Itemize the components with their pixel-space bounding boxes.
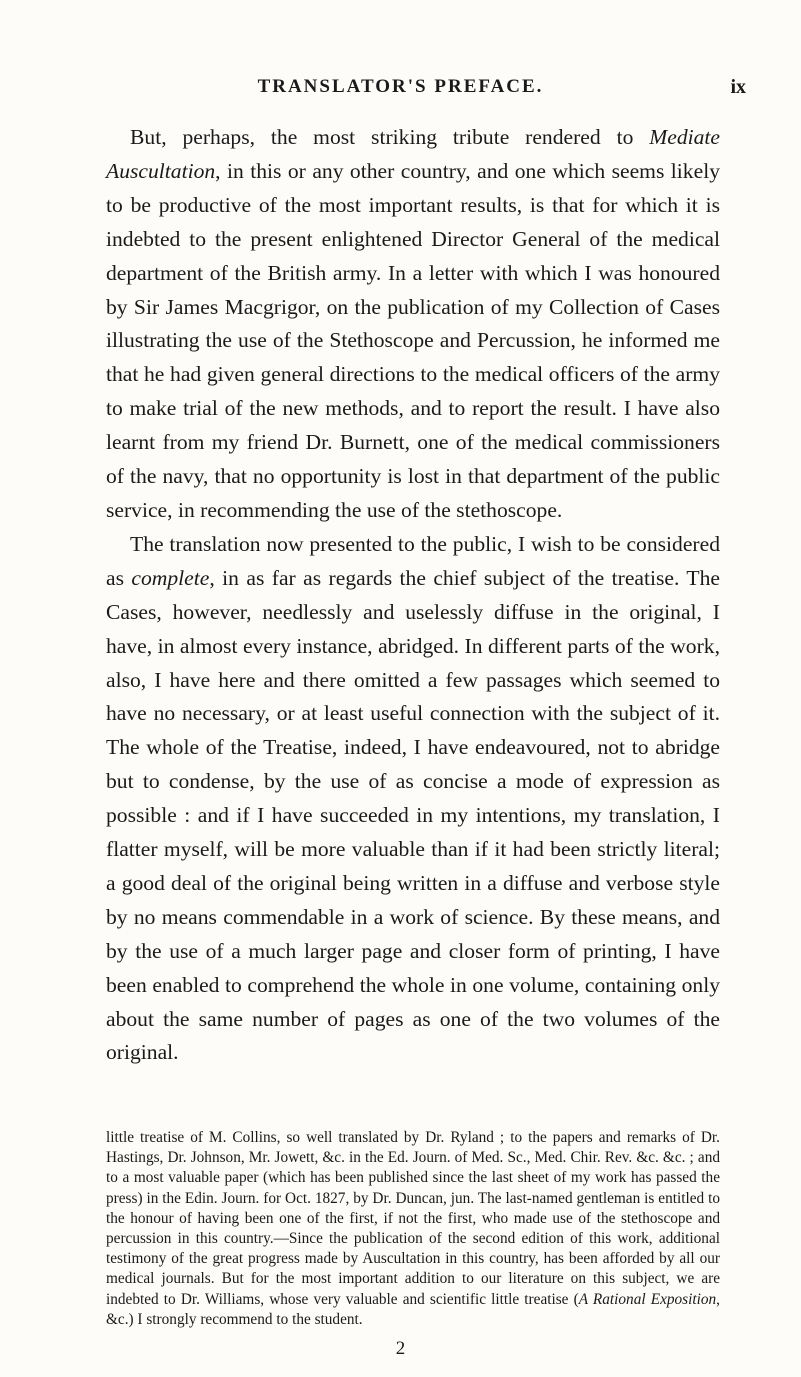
italic-text: Mediate Auscultation — [106, 125, 720, 183]
text-run: , in this or any other country, and one which seems likely to be productive of the most important results, is that for which it is indebted to the present enlightened Director General of the medical department of the British army. In a letter with which I was honoured by Sir James Macgrigor, on the publication of my Collection of Cases illustrating the use of the Stethoscope and Percussion, he informed me that he had given general directions to the medical officers of the army to make trial of the new methods, and to report the result. I have also learnt from my friend Dr. Burnett, one of the medical commissioners of the navy, that no opportunity is lost in that department of the public service, in recommending the use of the stethoscope. — [106, 158, 720, 522]
paragraph-mediate-auscultation — [106, 121, 720, 528]
footnote — [106, 1128, 720, 1330]
italic-text: complete — [131, 565, 210, 590]
text-run: little treatise of M. Collins, so well translated by Dr. Ryland ; to the papers and remarks of Dr. Hastings, Dr. Johnson, Mr. Jowett, &c. in the Ed. Journ. of Med. Sc., Med. Chir. Rev. &c. &c. ; and to a most valuable paper (which has been published since the last sheet of my work has passed the press) in the Edin. Journ. for Oct. 1827, by Dr. Duncan, jun. The last-named gentleman is entitled to the honour of having been one of the first, if not the first, who made use of the stethoscope and percussion in this country.—Since the publication of the second edition of this work, additional testimony of the great progress made by Auscultation in this country, has been afforded by all our medical journals. But for the most important addition to our literature on this subject, we are indebted to Dr. Williams, whose very valuable and scientific little treatise ( — [106, 1129, 720, 1308]
signature-mark: 2 — [395, 1338, 406, 1359]
italic-text: A Rational Exposition — [578, 1290, 717, 1308]
text-run: , &c.) I strongly recommend to the student. — [106, 1290, 720, 1328]
paragraph-translation — [106, 528, 720, 1071]
text-run: The translation now presented to the public, I wish to be considered as — [106, 531, 720, 590]
running-title: TRANSLATOR'S PREFACE. — [257, 76, 544, 97]
page-number: ix — [730, 76, 746, 98]
running-head — [0, 76, 801, 106]
footnote-text — [106, 1128, 720, 1330]
text-run: , in as far as regards the chief subject of the treatise. The Cases, however, needlessly and uselessly diffuse in the original, I have, in almost every instance, abridged. In different parts of the work, also, I have here and there omitted a few passages which seemed to have no necessary, or at least useful connection with the subject of it. The whole of the Treatise, indeed, I have endeavoured, not to abridge but to condense, by the use of as concise a mode of expression as possible : and if I have succeeded in my intentions, my translation, I flatter myself, will be more valuable than if it had been strictly literal; a good deal of the original being written in a diffuse and verbose style by no means commendable in a work of science. By these means, and by the use of a much larger page and closer form of printing, I have been enabled to comprehend the whole in one volume, containing only about the same number of pages as one of the two volumes of the original. — [106, 565, 720, 1065]
text-run: But, perhaps, the most striking tribute rendered to — [130, 125, 650, 149]
body-text — [106, 121, 720, 1070]
